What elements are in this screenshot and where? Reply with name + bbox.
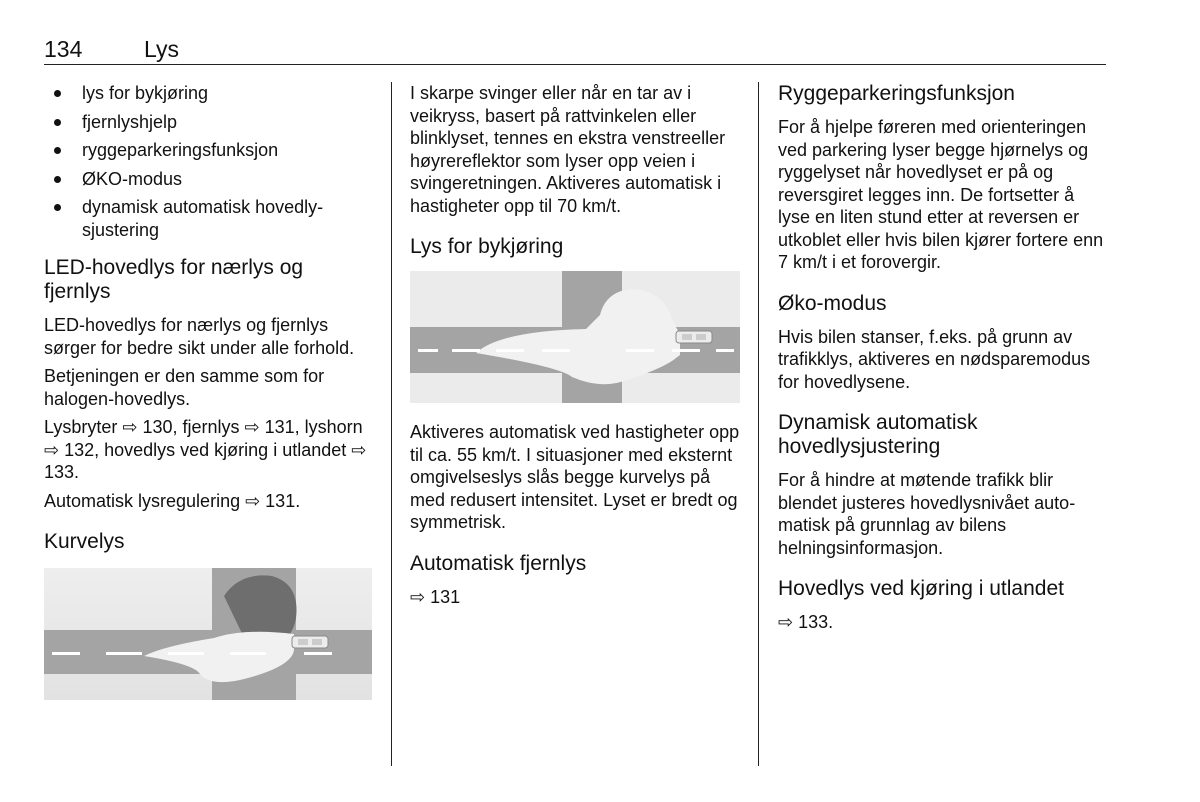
list-item: fjernlyshjelp [44, 111, 374, 134]
heading-dynamic-leveling: Dynamisk automatisk hovedlysjustering [778, 411, 978, 458]
column-divider-2 [758, 82, 759, 766]
cornering-light-illustration [44, 568, 372, 700]
paragraph: For å hjelpe føreren med orienteringen ved parkering lyser begge hjørnelys og ryggelyset når hovedlyset er på og reversgiret legges inn. De fortsetter å lyse en liten stund etter at reversen er utkoblet eller hvis bilen kjører fortere enn 7 km/t i et forovergir. [778, 117, 1104, 272]
paragraph: LED-hovedlys for nærlys og fjernlys sørger for bedre sikt under alle forhold. [44, 315, 355, 358]
column-1 [44, 82, 374, 700]
heading-auto-high-beam: Automatisk fjernlys [410, 551, 587, 575]
heading-driving-abroad: Hovedlys ved kjøring i utlandet [778, 577, 1064, 600]
page-header [44, 34, 1106, 65]
column-3 [778, 82, 1108, 640]
heading-reverse-parking: Ryggeparkeringsfunksjon [778, 82, 1015, 105]
paragraph: For å hindre at møtende trafikk blir blendet justeres hovedlysnivået automatisk på grunnlag av bilens helningsinformasjon. [778, 470, 1076, 558]
paragraph: Betjeningen er den samme som for halogen-hovedlys. [44, 366, 325, 409]
column-divider-1 [391, 82, 392, 766]
heading-eco-mode: Øko-modus [778, 291, 887, 315]
list-item: ryggeparkeringsfunksjon [44, 139, 374, 162]
list-item: ØKO-modus [44, 168, 374, 191]
page-number: 134 [44, 36, 83, 62]
list-item: lys for bykjøring [44, 82, 374, 105]
paragraph: I skarpe svinger eller når en tar av i veikryss, basert på rattvinkelen eller blinklyset, tennes en ekstra venstreeller høyrereflektor som lyser opp veien i svingeretningen. Aktiveres automatisk i hastigheter opp til 70 km/t. [410, 83, 726, 216]
city-light-illustration [410, 271, 740, 403]
paragraph: Automatisk lysregulering ⇨ 131. [44, 490, 301, 511]
heading-led-headlights: LED-hovedlys for nærlys og fjernlys [44, 256, 304, 303]
heading-city-light: Lys for bykjøring [410, 235, 564, 258]
paragraph: Lysbryter ⇨ 130, fjernlys ⇨ 131, lyshorn ⇨ 132, hovedlys ved kjøring i utlandet ⇨ 133. [44, 417, 367, 482]
paragraph: Hvis bilen stanser, f.eks. på grunn av trafikklys, aktiveres en nødsparemodus for hovedlysene. [778, 326, 1091, 392]
page-reference: ⇨ 133. [778, 612, 834, 632]
heading-kurvelys: Kurvelys [44, 530, 125, 553]
paragraph: Aktiveres automatisk ved hastigheter opp til ca. 55 km/t. I situasjoner med eksternt omgivelseslys slås begge kurvelys på med redusert intensitet. Lyset er bredt og symmetrisk. [410, 422, 740, 532]
page-title: Lys [144, 36, 179, 62]
column-2 [410, 82, 742, 614]
feature-list [44, 82, 374, 241]
list-item: dynamisk automatisk hovedlysjustering [44, 196, 374, 241]
page-reference: ⇨ 131 [410, 586, 461, 607]
